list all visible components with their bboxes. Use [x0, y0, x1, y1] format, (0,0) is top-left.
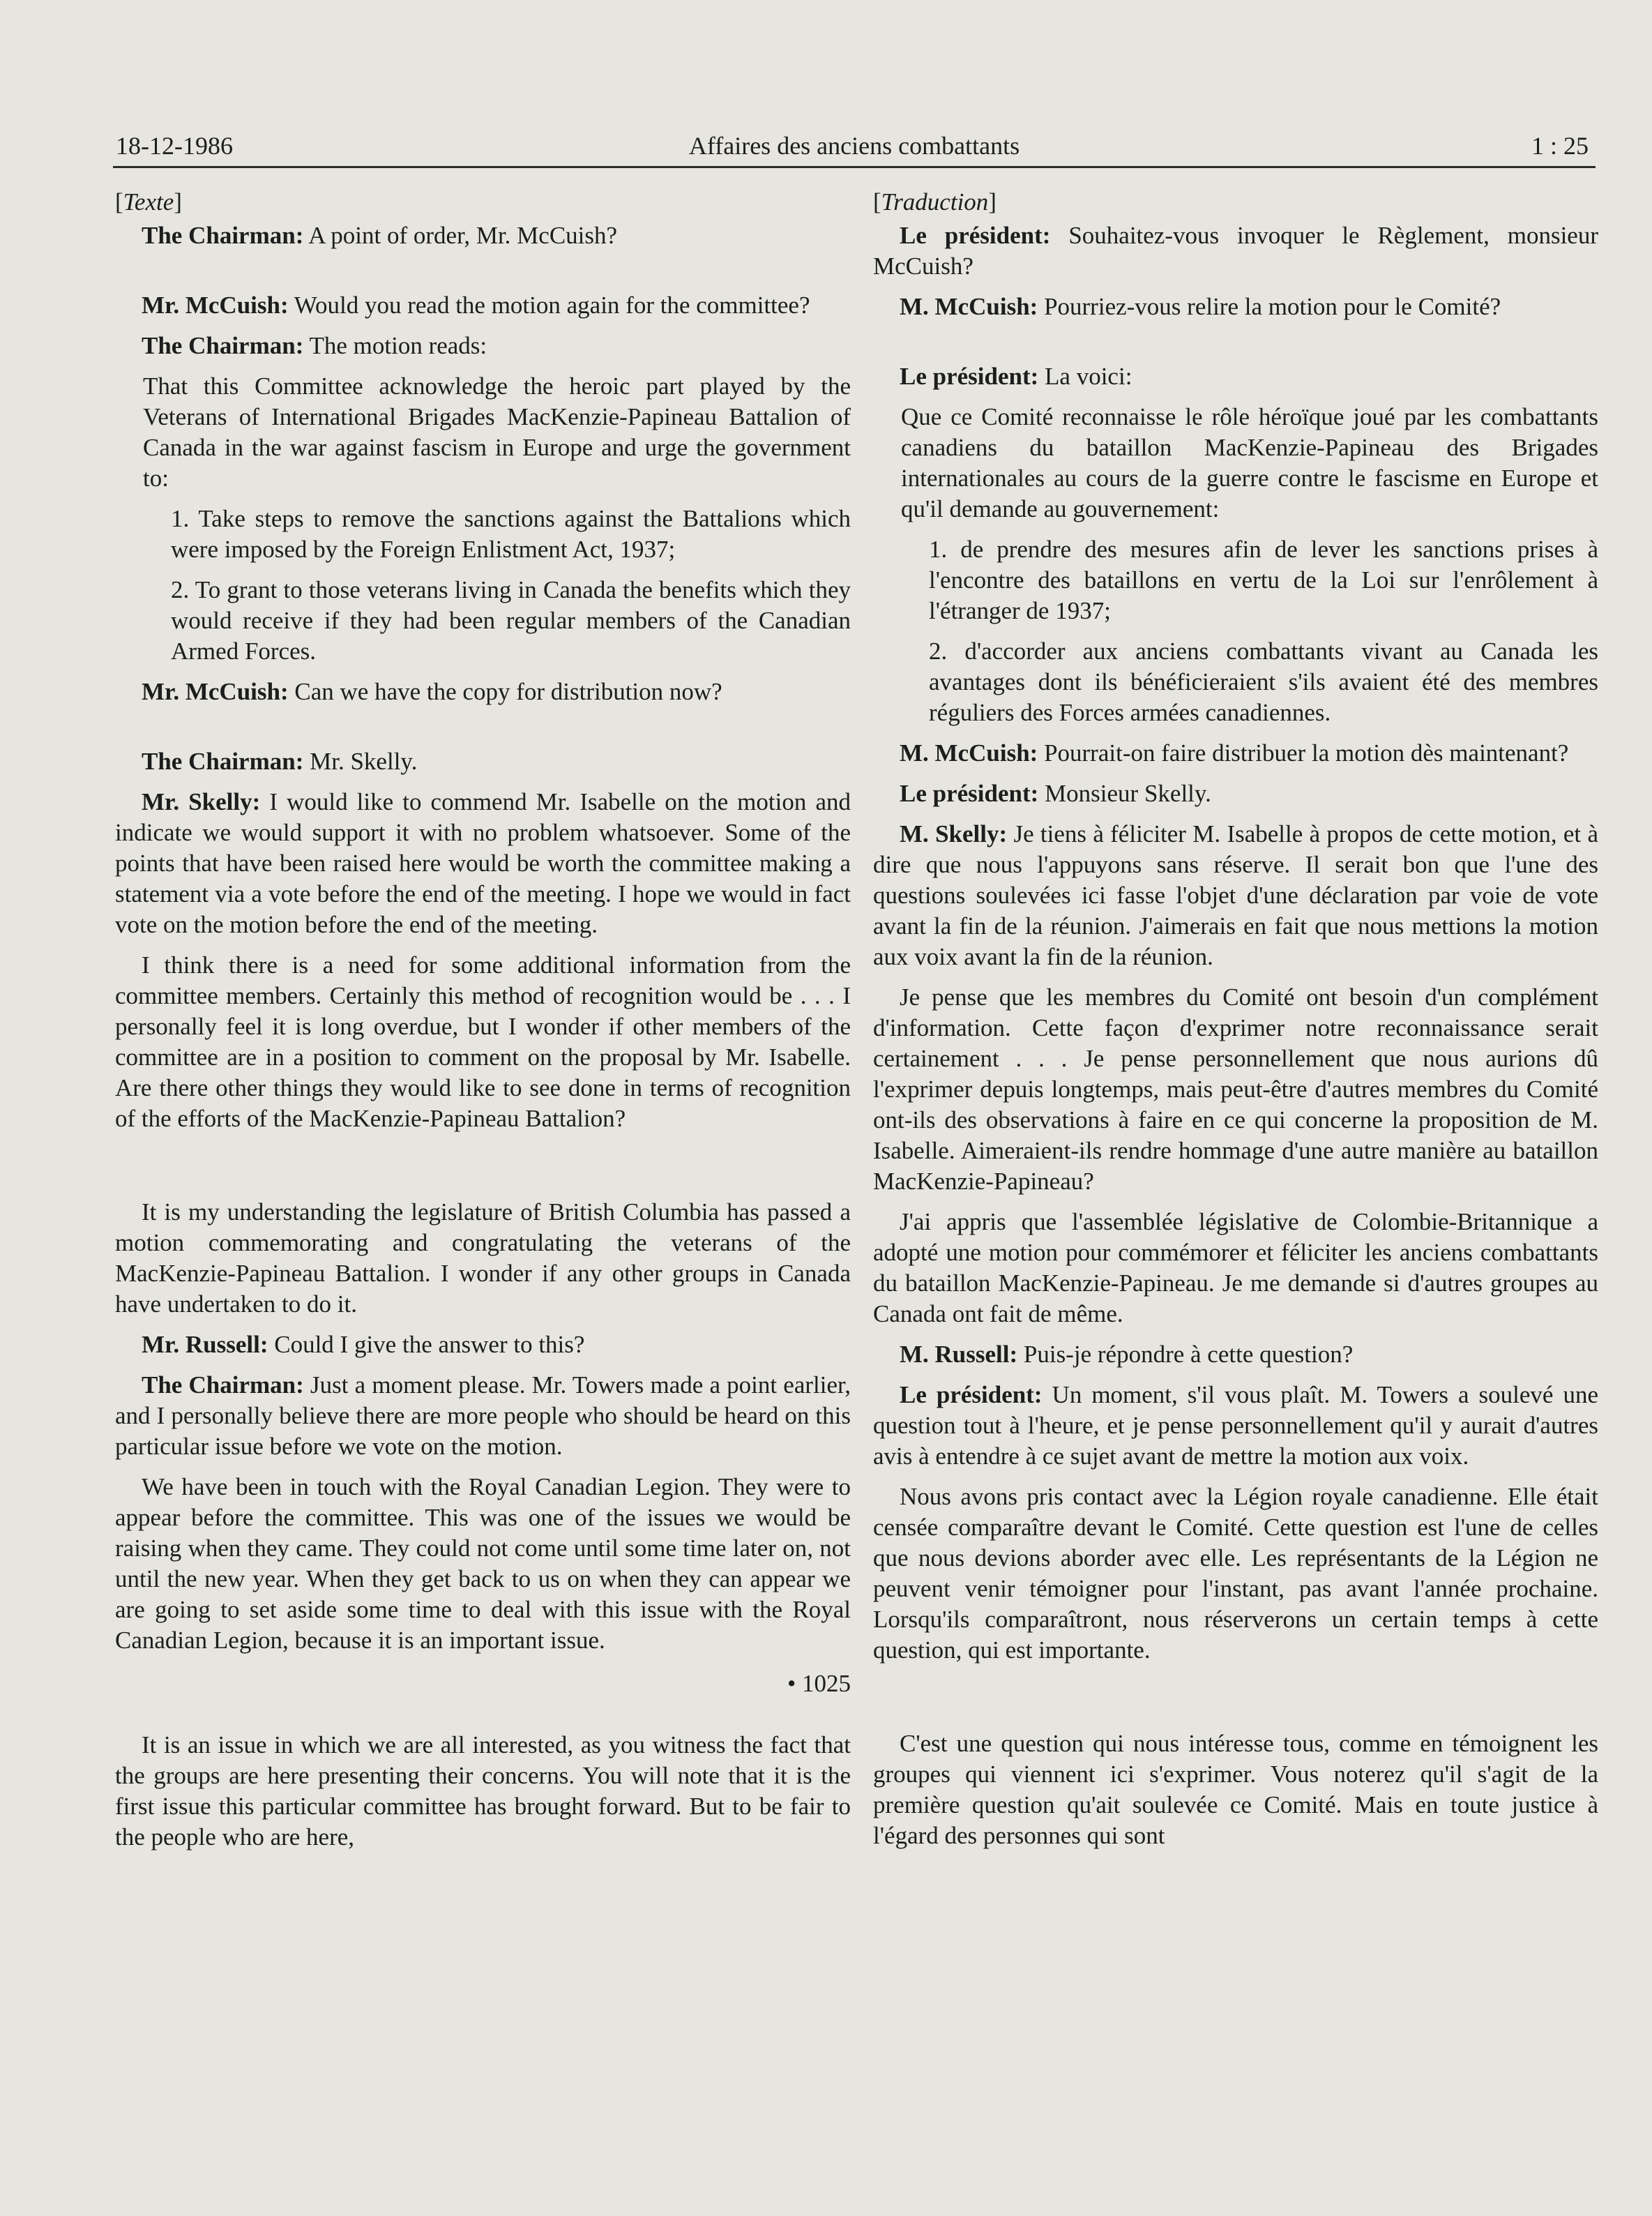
paragraph: We have been in touch with the Royal Canadian Legion. They were to appear before the committee. This was one of the issues we would be raising when they came. They could not come until some time later on, not until the new year. When they get back to us on when they can appear we are going to set aside some time to deal with this issue with the Royal Canadian Legion, because it is an important issue. [115, 1473, 851, 1654]
motion-text: Que ce Comité reconnaisse le rôle héroïque joué par les combattants canadiens du bataillon MacKenzie-Papineau des Brigades internationales au cours de la guerre contre le fascisme en Europe et qu'il demande au gouvernement: [901, 403, 1598, 522]
paragraph: The Chairman: Just a moment please. Mr. Towers made a point earlier, and I personally believe there are more people who should be heard on this particular issue before we vote on the motion. [115, 1371, 851, 1460]
time-marker: • 1025 [787, 1670, 851, 1697]
section-tag: [Texte] [115, 188, 182, 216]
paragraph: M. McCuish: Pourriez-vous relire la motion pour le Comité? [900, 293, 1501, 320]
paragraph: Nous avons pris contact avec la Légion royale canadienne. Elle était censée comparaître devant le Comité. Cette question est l'une de celles que nous devions aborder avec elle. Les représentants de la Légion ne peuvent venir témoigner pour l'instant, pas avant l'année prochaine. Lorsqu'ils comparaîtront, nous réserverons un certain temps à cette question, qui est importante. [873, 1483, 1598, 1664]
paragraph: Je pense que les membres du Comité ont besoin d'un complément d'information. Cette façon d'exprimer notre reconnaissance serait certainement . . . Je pense personnellement que nous aurions dû l'exprimer depuis longtemps, mais peut-être d'autres membres du Comité ont-ils des observations à faire en ce qui concerne la proposition de M. Isabelle. Aimeraient-ils rendre hommage d'une autre manière au bataillon MacKenzie-Papineau? [873, 983, 1598, 1195]
motion-item: 2. d'accorder aux anciens combattants vivant au Canada les avantages dont ils bénéficieraient s'ils avaient été des membres réguliers des Forces armées canadiennes. [929, 638, 1598, 726]
paragraph: Le président: Souhaitez-vous invoquer le Règlement, monsieur McCuish? [873, 222, 1598, 280]
motion-item: 1. Take steps to remove the sanctions against the Battalions which were imposed by the Foreign Enlistment Act, 1937; [171, 505, 851, 563]
page-header [113, 117, 1596, 168]
paragraph: Mr. McCuish: Would you read the motion again for the committee? [142, 292, 810, 319]
motion-item: 2. To grant to those veterans living in Canada the benefits which they would receive if they had been regular members of the Canadian Armed Forces. [171, 576, 851, 665]
header-page-number: 1 : 25 [1531, 132, 1589, 160]
paragraph: Mr. Skelly: I would like to commend Mr. Isabelle on the motion and indicate we would support it with no problem whatsoever. Some of the points that have been raised here would be worth the committee making a statement via a vote before the end of the meeting. I hope we would in fact vote on the motion before the end of the meeting. [115, 788, 851, 938]
motion-text: That this Committee acknowledge the heroic part played by the Veterans of International Brigades MacKenzie-Papineau Battalion of Canada in the war against fascism in Europe and urge the government to: [143, 372, 851, 492]
paragraph: The Chairman: A point of order, Mr. McCuish? [142, 222, 618, 249]
paragraph: It is my understanding the legislature of British Columbia has passed a motion commemorating and congratulating the veterans of the MacKenzie-Papineau Battalion. I wonder if any other groups in Canada have undertaken to do it. [115, 1198, 851, 1318]
paragraph: I think there is a need for some additional information from the committee members. Certainly this method of recognition would be . . . I personally feel it is long overdue, but I wonder if other members of the committee are in a position to comment on the proposal by Mr. Isabelle. Are there other things they would like to see done in terms of recognition of the efforts of the MacKenzie-Papineau Battalion? [115, 951, 851, 1132]
paragraph: The Chairman: Mr. Skelly. [142, 748, 418, 775]
header-date: 18-12-1986 [116, 132, 233, 160]
section-tag: [Traduction] [873, 188, 996, 216]
paragraph: J'ai appris que l'assemblée législative de Colombie-Britannique a adopté une motion pour commémorer et féliciter les anciens combattants du bataillon MacKenzie-Papineau. Je me demande si d'autres groupes au Canada ont fait de même. [873, 1208, 1598, 1327]
header-title: Affaires des anciens combattants [688, 132, 1020, 160]
paragraph: The Chairman: The motion reads: [142, 332, 487, 359]
paragraph: M. McCuish: Pourrait-on faire distribuer la motion dès maintenant? [900, 739, 1569, 767]
paragraph: It is an issue in which we are all interested, as you witness the fact that the groups are here presenting their concerns. You will note that it is the first issue this particular committee has brought forward. But to be fair to the people who are here, [115, 1731, 851, 1851]
paragraph: Mr. McCuish: Can we have the copy for distribution now? [142, 678, 722, 705]
paragraph: Mr. Russell: Could I give the answer to this? [142, 1331, 585, 1358]
paragraph: Le président: Monsieur Skelly. [900, 780, 1211, 807]
paragraph: M. Russell: Puis-je répondre à cette question? [900, 1341, 1354, 1368]
paragraph: Le président: La voici: [900, 363, 1132, 390]
paragraph: C'est une question qui nous intéresse tous, comme en témoignent les groupes qui viennent ici s'exprimer. Vous noterez qu'il s'agit de la première question qu'ait soulevée ce Comité. Mais en toute justice à l'égard des personnes qui sont [873, 1730, 1598, 1849]
paragraph: Le président: Un moment, s'il vous plaît. M. Towers a soulevé une question tout à l'heure, et je pense personnellement qu'il y aurait d'autres avis à entendre à ce sujet avant de mettre la motion aux voix. [873, 1381, 1598, 1470]
english-column [115, 187, 851, 1862]
paragraph: M. Skelly: Je tiens à féliciter M. Isabelle à propos de cette motion, et à dire que nous l'appuyons sans réserve. Il serait bon que l'une des questions soulevées ici fasse l'objet d'une déclaration par voie de vote avant la fin de la réunion. J'aimerais en fait que nous mettions la motion aux voix avant la fin de la réunion. [873, 820, 1598, 970]
french-column [873, 187, 1598, 1861]
motion-item: 1. de prendre des mesures afin de lever les sanctions prises à l'encontre des bataillons en vertu de la Loi sur l'enrôlement à l'étranger de 1937; [929, 536, 1598, 624]
